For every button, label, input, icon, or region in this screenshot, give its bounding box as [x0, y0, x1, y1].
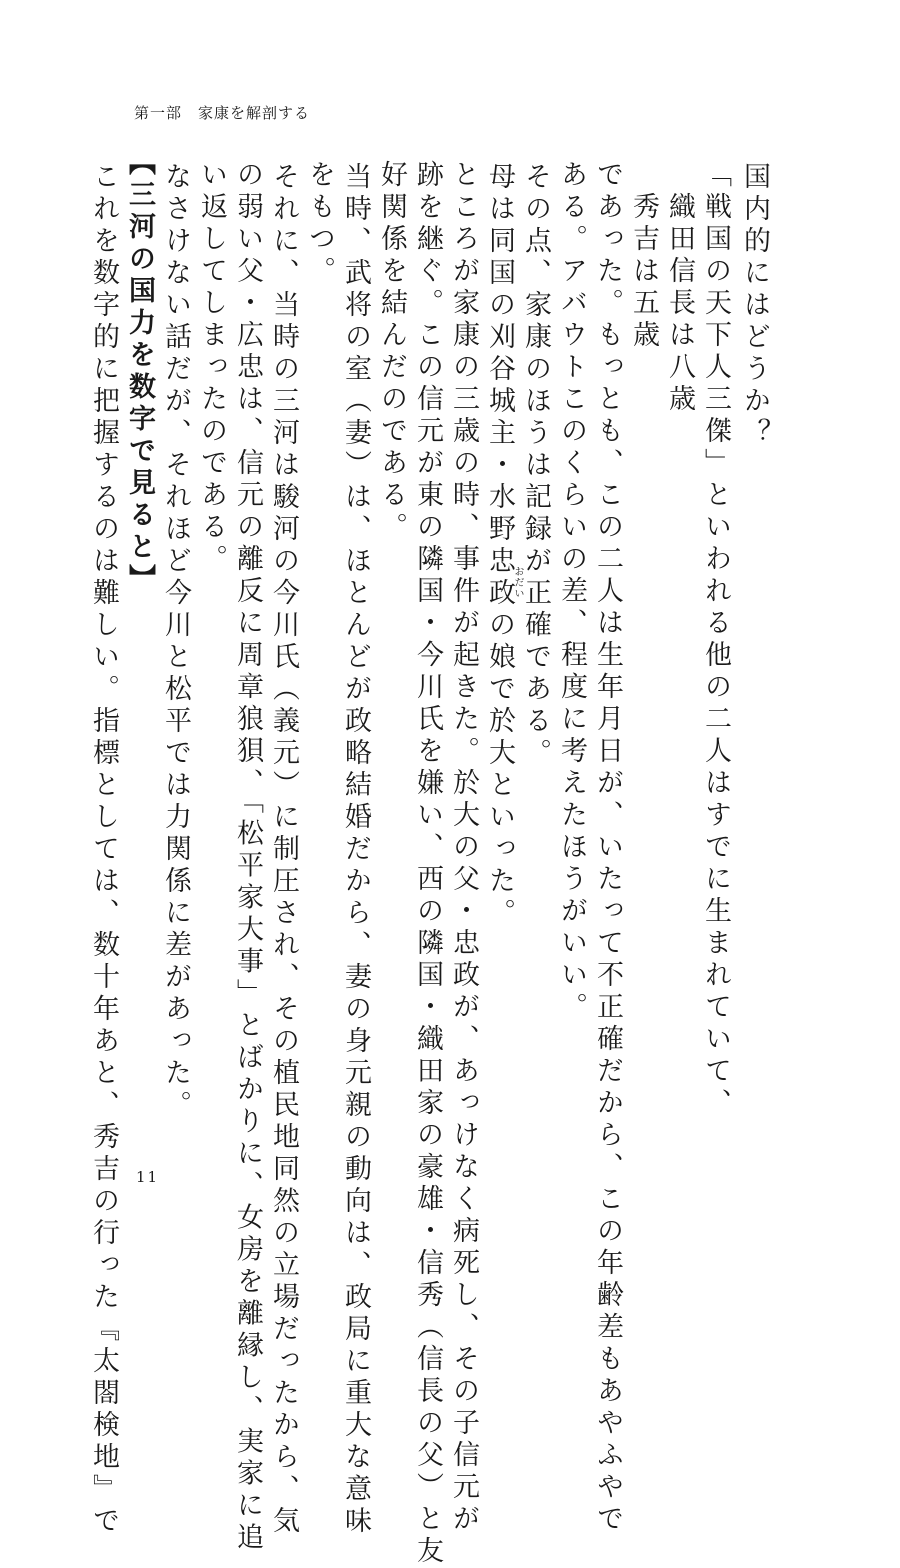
running-head: 第一部 家康を解剖する — [134, 104, 311, 122]
text-line-17: なさけない話だが、それほど今川と松平では力関係に差があった。 — [160, 162, 191, 1122]
text-line-5: であった。もっとも、この二人は生年月日が、いたって不正確だから、この年齢差もあやふやで — [592, 160, 623, 1536]
text-line-2: 「戦国の天下人三傑」といわれる他の二人はすでに生まれていて、 — [700, 160, 731, 1120]
page-number: 11 — [136, 1168, 160, 1186]
text-line-15: の弱い父・広忠は、信元の離反に周章狼狽、「松平家大事」とばかりに、女房を離縁し、実家に追 — [232, 160, 263, 1555]
text-line-19: これを数字的に把握するのは難しい。指標としては、数十年あと、秀吉の行った『太閤検地』で — [88, 162, 119, 1538]
text-line-13: をもつ。 — [304, 160, 335, 288]
text-line-3: 織田信長は八歳 — [664, 160, 695, 416]
text-line-1: 国内的にはどうか？ — [739, 162, 770, 450]
text-line-12: 当時、武将の室（妻）は、ほとんどが政略結婚だから、妻の身元親の動向は、政局に重大な意味 — [340, 162, 371, 1538]
text-line-10: 跡を継ぐ。この信元が東の隣国・今川氏を嫌い、西の隣国・織田家の豪雄・信秀（信長の父）と友 — [412, 160, 443, 1568]
ruby-reading: おだい — [512, 566, 523, 599]
text-line-6: ある。アバウトこのくらいの差、程度に考えたほうがいい。 — [556, 160, 587, 1024]
text-line-9: ところが家康の三歳の時、事件が起きた。於大の父・忠政が、あっけなく病死し、その子信元が — [448, 160, 479, 1536]
text-line-11: 好関係を結んだのである。 — [376, 160, 407, 544]
text-line-14: それに、当時の三河は駿河の今川氏（義元）に制圧され、その植民地同然の立場だったから、気 — [268, 162, 299, 1538]
text-line-7: その点、家康のほうは記録が正確である。 — [520, 162, 551, 770]
text-line-16: い返してしまったのである。 — [196, 160, 227, 576]
section-heading: 【三河の国力を数字で見ると】 — [124, 148, 155, 596]
text-line-8: 母は同国の刈谷城主・水野忠政の娘で於大といった。 — [484, 162, 515, 930]
text-line-4: 秀吉は五歳 — [628, 160, 659, 352]
